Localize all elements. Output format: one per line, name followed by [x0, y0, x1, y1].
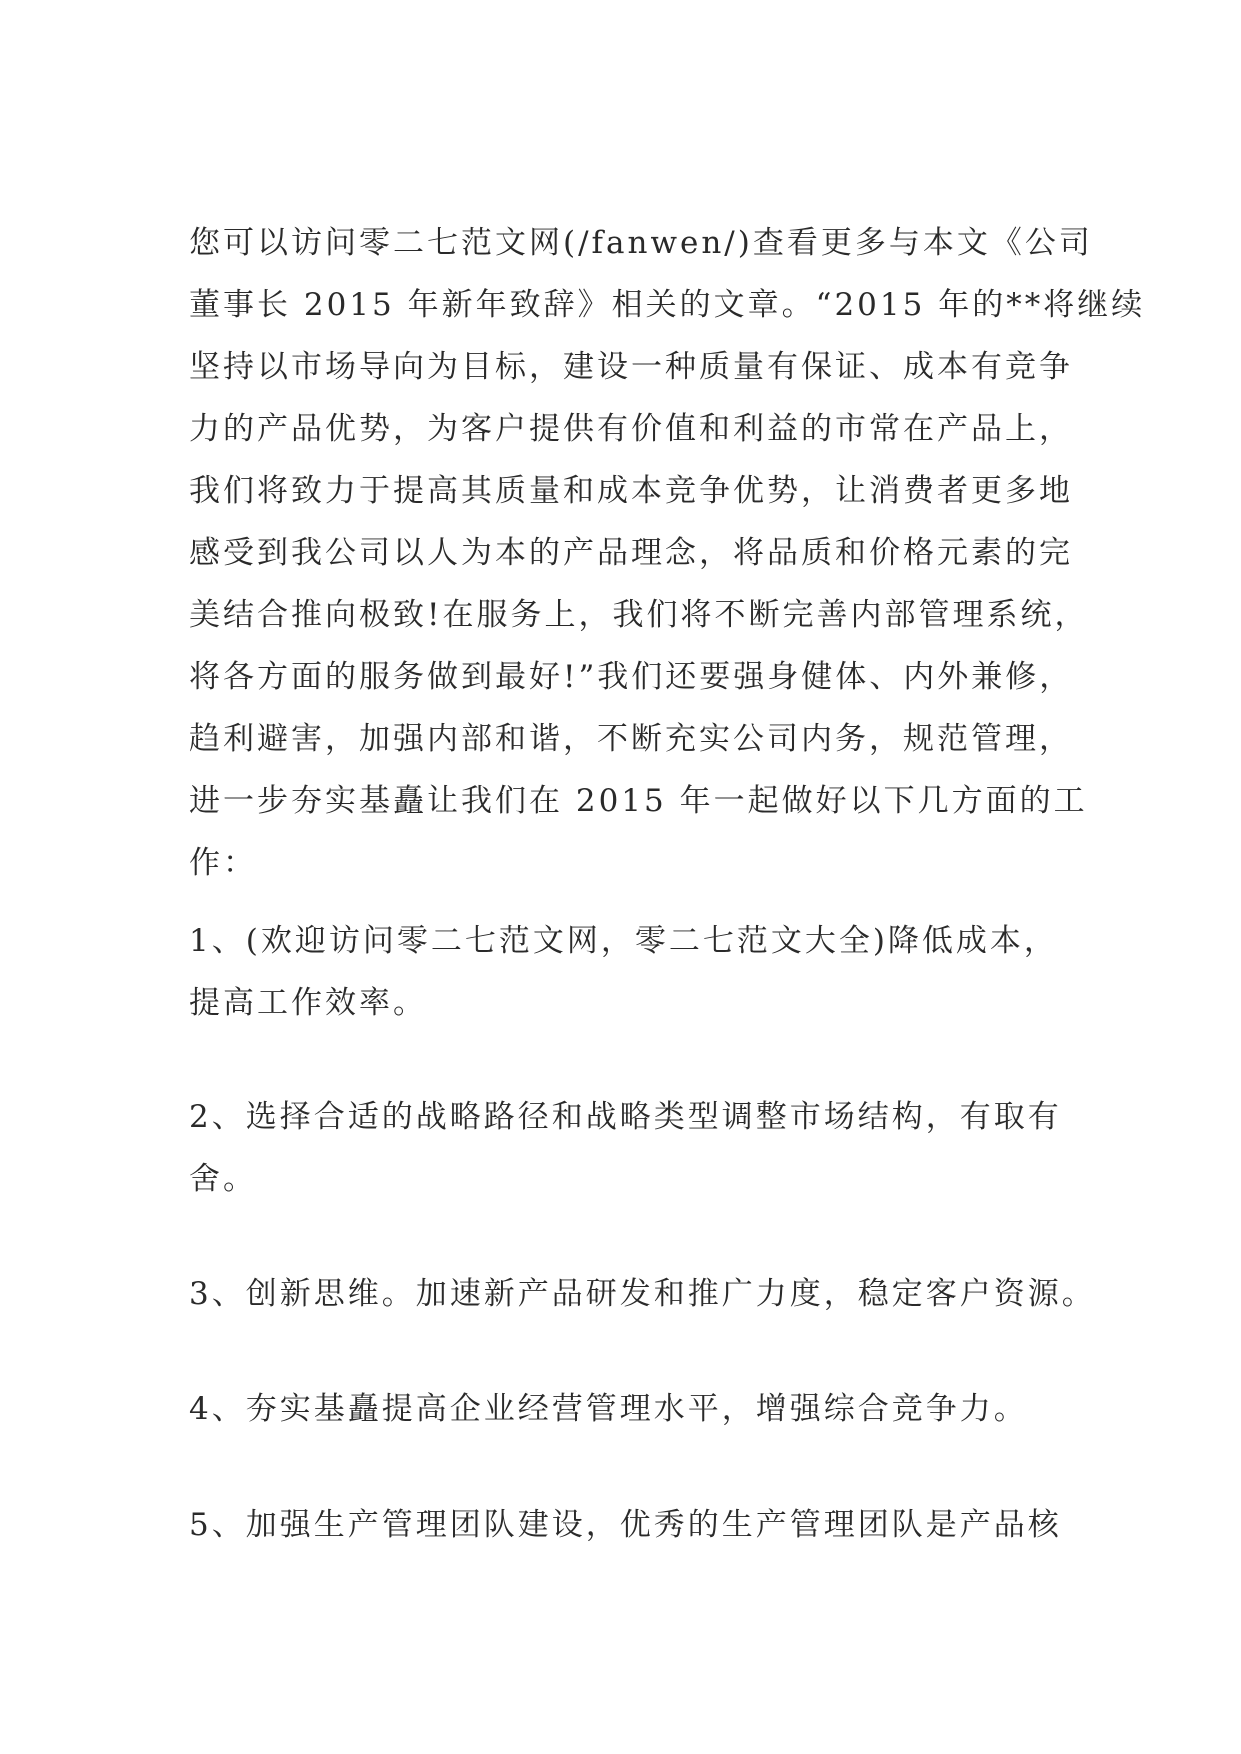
intro-line: 进一步夯实基矗让我们在 2015 年一起做好以下几方面的工 [189, 783, 1088, 819]
list-item-line: 1、(欢迎访问零二七范文网，零二七范文大全)降低成本， [189, 923, 1058, 959]
list-item-2 [189, 1086, 1069, 1210]
intro-line: 您可以访问零二七范文网(/fanwen/)查看更多与本文《公司 [189, 225, 1093, 261]
intro-line: 坚持以市场导向为目标，建设一种质量有保证、成本有竞争 [189, 349, 1073, 385]
list-item-line: 提高工作效率。 [189, 985, 427, 1021]
list-item-line: 3、创新思维。加速新产品研发和推广力度，稳定客户资源。 [189, 1276, 1096, 1312]
list-item-line: 舍。 [189, 1161, 257, 1197]
intro-line: 董事长 2015 年新年致辞》相关的文章。“2015 年的**将继续 [189, 287, 1146, 323]
intro-line: 将各方面的服务做到最好!”我们还要强身健体、内外兼修， [189, 659, 1074, 695]
intro-line: 美结合推向极致!在服务上，我们将不断完善内部管理系统， [189, 597, 1089, 633]
list-item-line: 2、选择合适的战略路径和战略类型调整市场结构，有取有 [189, 1099, 1062, 1135]
list-item-line: 5、加强生产管理团队建设，优秀的生产管理团队是产品核 [189, 1507, 1062, 1543]
list-item-5 [189, 1494, 1069, 1556]
intro-line: 作： [189, 845, 257, 881]
list-item-4 [189, 1378, 1069, 1440]
intro-line: 趋利避害，加强内部和谐，不断充实公司内务，规范管理， [189, 721, 1073, 757]
list-item-3 [189, 1263, 1096, 1325]
list-item-line: 4、夯实基矗提高企业经营管理水平，增强综合竞争力。 [189, 1391, 1028, 1427]
intro-line: 感受到我公司以人为本的产品理念，将品质和价格元素的完 [189, 535, 1073, 571]
intro-line: 我们将致力于提高其质量和成本竞争优势，让消费者更多地 [189, 473, 1073, 509]
list-item-1 [189, 910, 1069, 1034]
intro-paragraph [189, 212, 1146, 894]
intro-line: 力的产品优势，为客户提供有价值和利益的市常在产品上， [189, 411, 1073, 447]
